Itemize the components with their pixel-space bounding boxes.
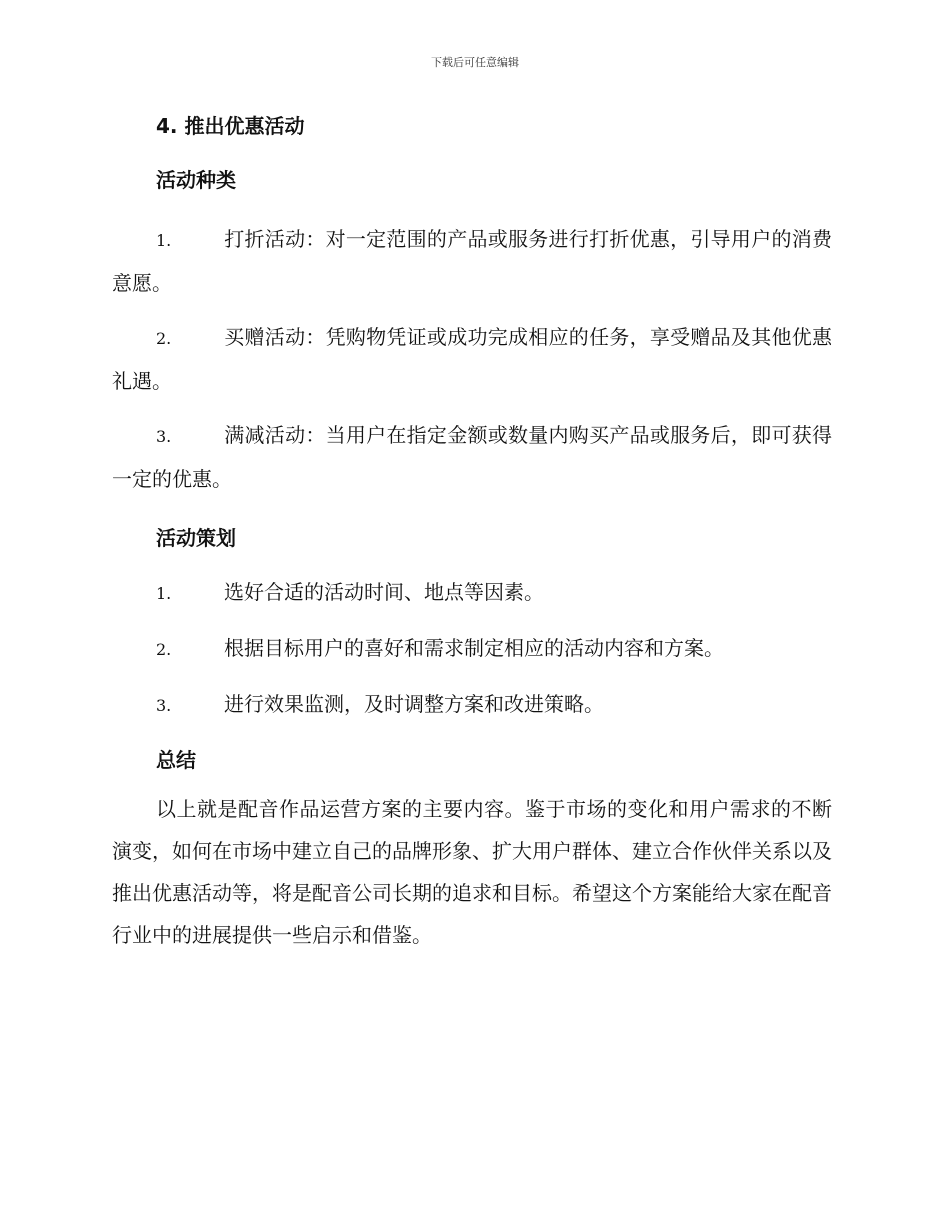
list-number: 3. (156, 427, 172, 446)
document-content (112, 110, 832, 956)
list-item (112, 316, 832, 402)
page-header-note: 下载后可任意编辑 (431, 56, 519, 69)
list-text: 买赠活动：凭购物凭证或成功完成相应的任务，享受赠品及其他优惠礼遇。 (112, 325, 832, 393)
list-text: 根据目标用户的喜好和需求制定相应的活动内容和方案。 (224, 636, 724, 660)
list-text: 选好合适的活动时间、地点等因素。 (224, 580, 544, 604)
list-text: 进行效果监测，及时调整方案和改进策略。 (224, 692, 604, 716)
list-item (112, 218, 832, 304)
list-item (112, 414, 832, 500)
list-item (112, 632, 832, 666)
subheading-activity-types: 活动种类 (156, 168, 236, 192)
list-text: 打折活动：对一定范围的产品或服务进行打折优惠，引导用户的消费意愿。 (112, 227, 832, 295)
list-item (112, 688, 832, 722)
subheading-activity-planning: 活动策划 (156, 526, 236, 550)
list-number: 2. (156, 640, 172, 659)
list-number: 1. (156, 584, 172, 603)
section-heading-promotions: 4. 推出优惠活动 (156, 114, 305, 138)
list-item (112, 576, 832, 610)
list-number: 3. (156, 696, 172, 715)
list-number: 1. (156, 231, 172, 250)
list-text: 满减活动：当用户在指定金额或数量内购买产品或服务后，即可获得一定的优惠。 (112, 423, 832, 491)
subheading-summary: 总结 (156, 748, 196, 772)
list-number: 2. (156, 329, 172, 348)
summary-paragraph: 以上就是配音作品运营方案的主要内容。鉴于市场的变化和用户需求的不断演变，如何在市场中建立自己的品牌形象、扩大用户群体、建立合作伙伴关系以及推出优惠活动等，将是配音公司长期的追求和目标。希望这个方案能给大家在配音行业中的进展提供一些启示和借鉴。 (112, 797, 832, 947)
